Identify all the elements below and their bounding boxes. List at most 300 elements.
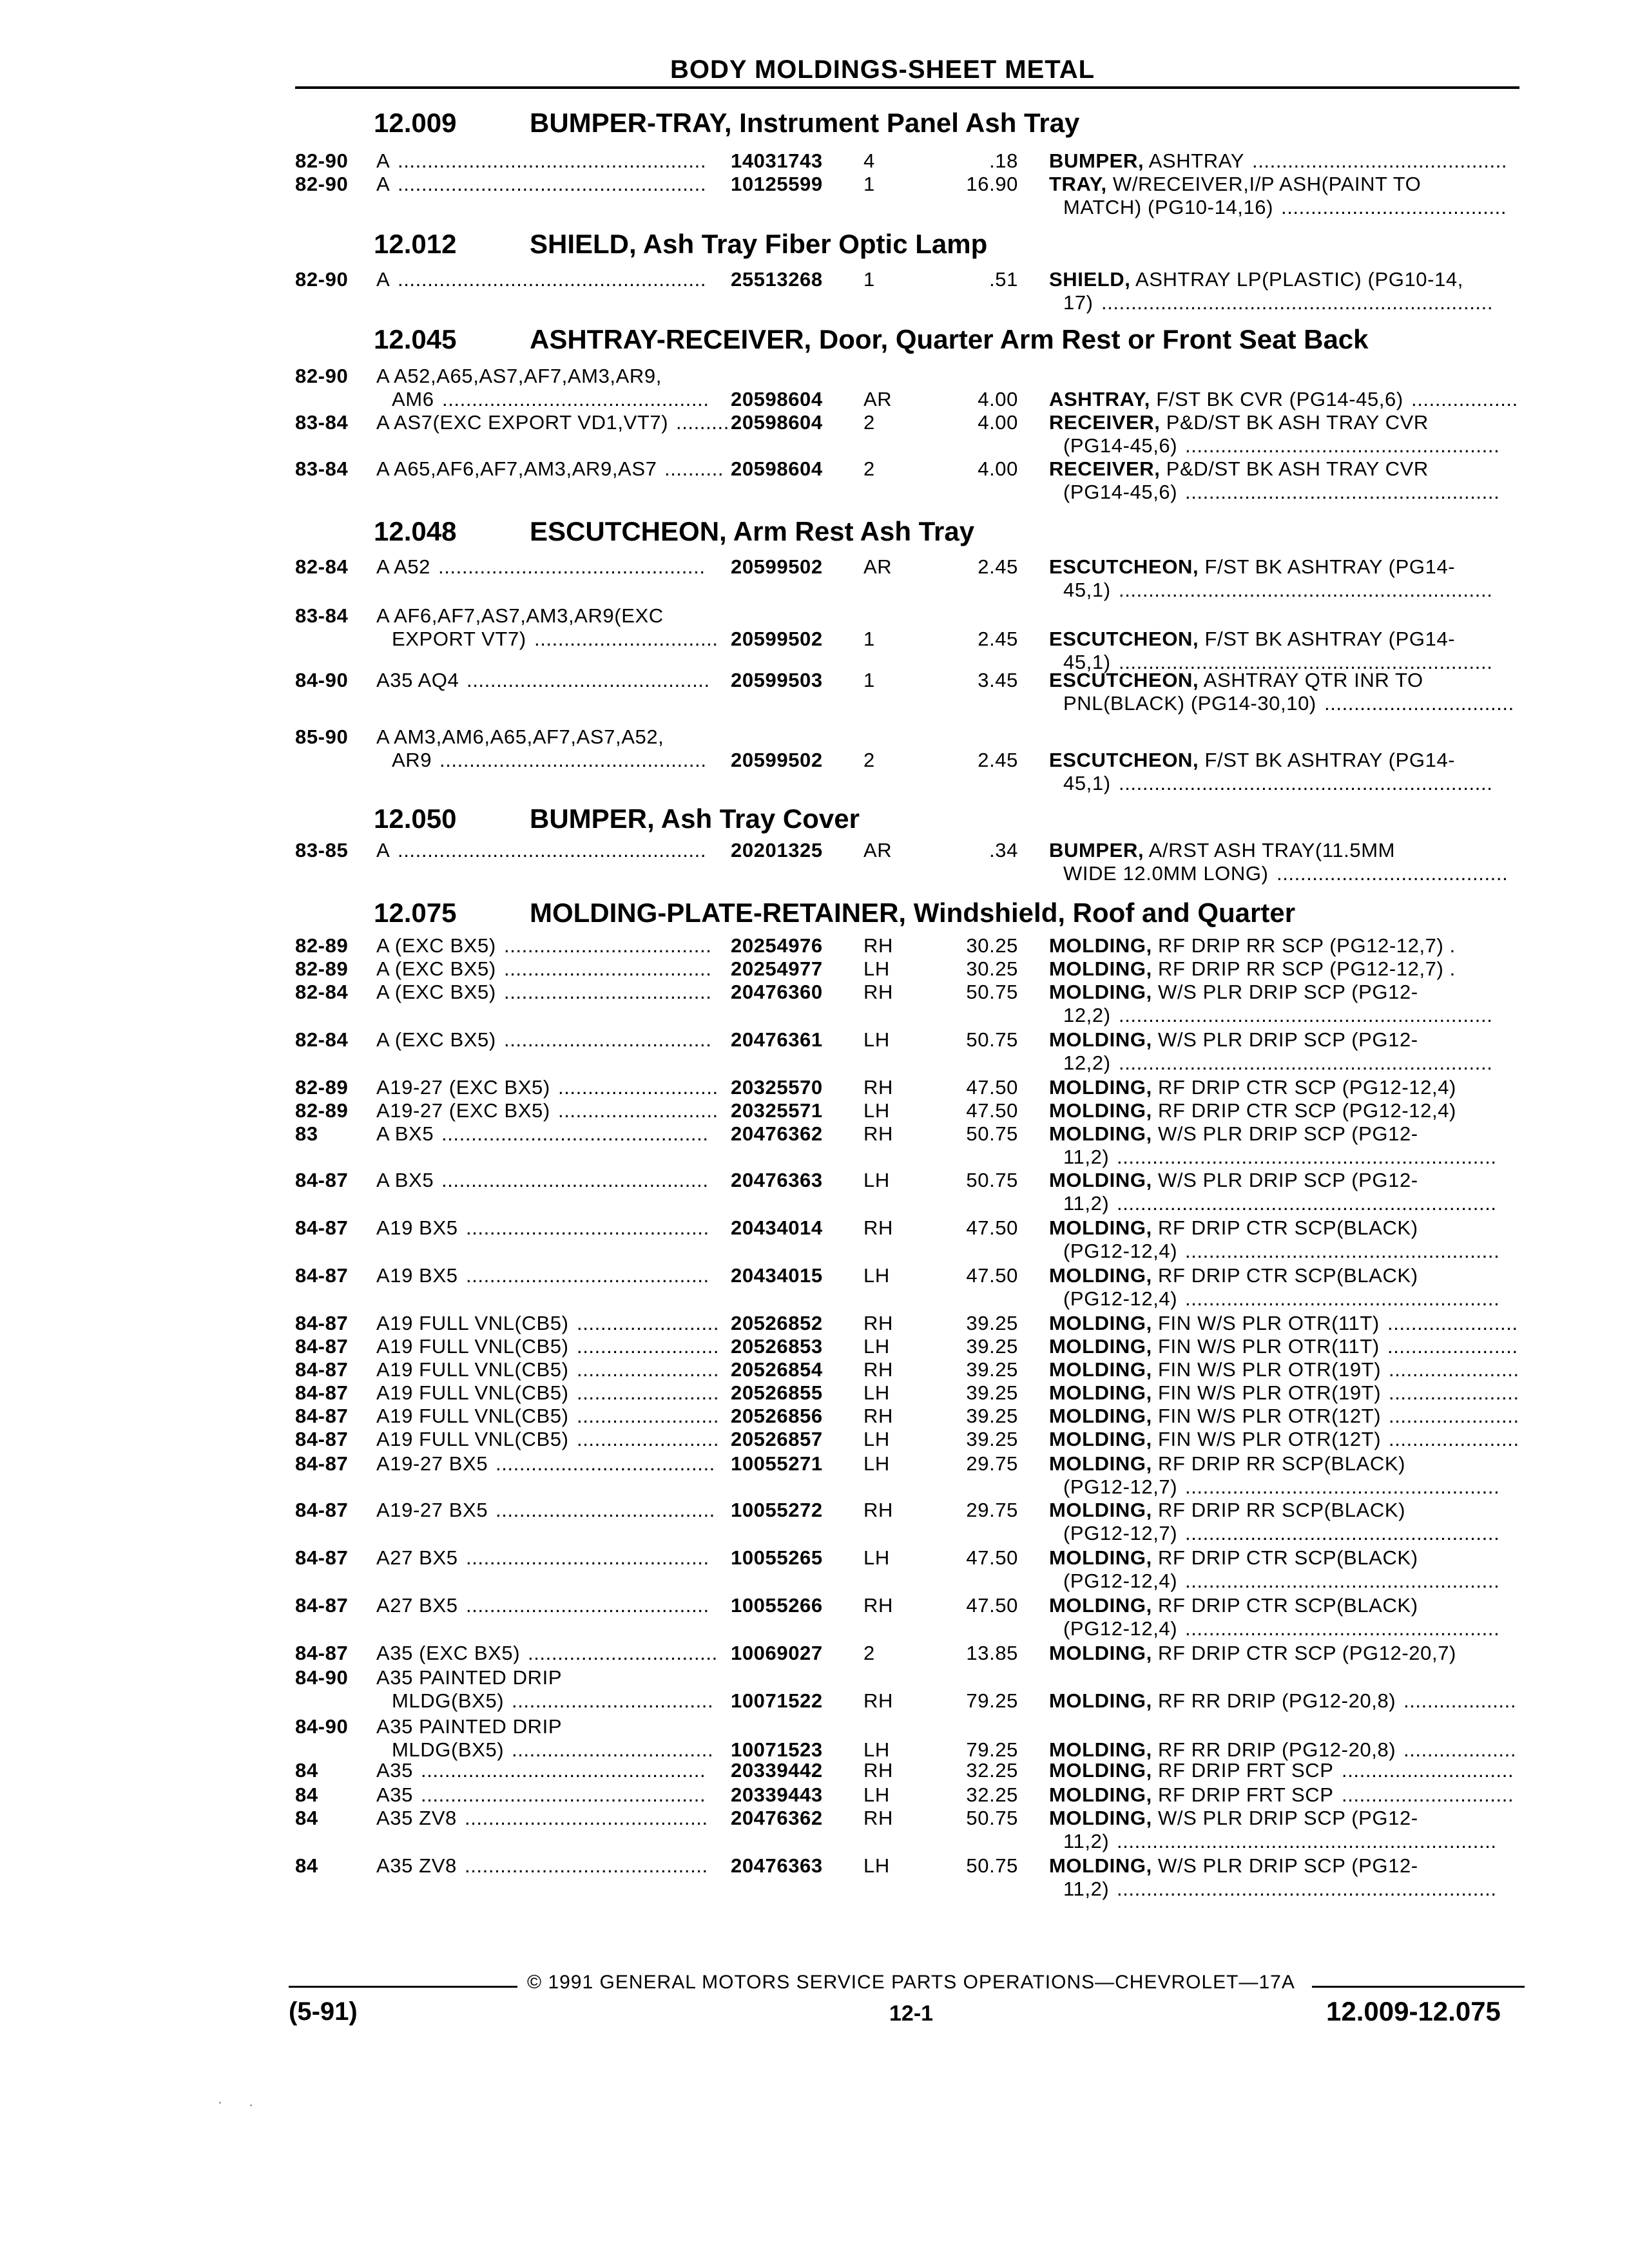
parts-row — [0, 628, 1456, 651]
quantity: 1 — [863, 173, 875, 195]
leader-dots: ................... — [1403, 1738, 1517, 1761]
model-years: 84-87 — [295, 1594, 349, 1617]
model-years: 84-87 — [295, 1169, 349, 1191]
part-number: 20599502 — [731, 749, 823, 771]
description-continuation-line — [0, 1878, 1497, 1901]
quantity: RH — [863, 934, 893, 957]
application-text: A (EXC BX5) — [376, 957, 496, 980]
description-continuation: 11,2) — [1063, 1146, 1110, 1168]
leader-dots: .................................................................. — [1101, 291, 1494, 314]
description-text: RF RR DRIP (PG12-20,8) — [1152, 1738, 1396, 1761]
quantity: AR — [863, 388, 892, 410]
description-text: FIN W/S PLR OTR(19T) — [1152, 1381, 1382, 1404]
leader-dots: ............................................. — [442, 388, 709, 410]
quantity: RH — [863, 1312, 893, 1334]
parts-row — [0, 1335, 1518, 1358]
leader-dots: .................................. — [512, 1738, 714, 1761]
description-text: RF DRIP FRT SCP — [1152, 1759, 1334, 1782]
parts-row — [0, 749, 1456, 772]
price: .51 — [989, 268, 1018, 291]
description-text: RF DRIP CTR SCP (PG12-12,4) — [1152, 1099, 1456, 1122]
price: 47.50 — [966, 1076, 1018, 1099]
parts-row — [0, 1689, 1517, 1713]
price: 50.75 — [966, 981, 1018, 1003]
description-text: RF DRIP CTR SCP(BLACK) — [1152, 1216, 1418, 1239]
part-number: 20325570 — [731, 1076, 823, 1099]
application-text: A AM3,AM6,A65,AF7,AS7,A52, — [376, 726, 664, 748]
parts-row — [0, 1594, 1418, 1617]
description-continuation-line — [0, 862, 1509, 885]
description-noun: MOLDING, — [1049, 1405, 1152, 1427]
leader-dots: ................................ — [1324, 692, 1514, 715]
part-description — [1049, 149, 1244, 173]
description-continuation: (PG12-12,4) — [1063, 1570, 1178, 1592]
application-text: A — [376, 149, 390, 172]
quantity: RH — [863, 1405, 893, 1427]
price: 47.50 — [966, 1546, 1018, 1569]
parts-row — [0, 1854, 1418, 1878]
part-description — [1049, 1216, 1418, 1240]
part-number: 10055271 — [731, 1452, 823, 1475]
description-noun: MOLDING, — [1049, 1854, 1152, 1877]
model-years: 84-90 — [295, 1666, 349, 1689]
description-noun: ESCUTCHEON, — [1049, 628, 1199, 650]
application-continuation: AM6 — [392, 388, 434, 410]
part-description — [1049, 628, 1455, 651]
model-years: 82-89 — [295, 934, 349, 957]
section-title: BUMPER-TRAY, Instrument Panel Ash Tray — [530, 108, 1080, 138]
model-years: 83-84 — [295, 457, 349, 480]
parts-row — [0, 1428, 1519, 1451]
section-heading — [0, 803, 1629, 835]
description-continuation-line — [0, 1830, 1497, 1853]
parts-row — [0, 669, 1423, 692]
parts-row — [0, 957, 1456, 981]
price: 2.45 — [978, 749, 1018, 771]
part-number: 20434014 — [731, 1216, 823, 1239]
quantity: 4 — [863, 149, 875, 172]
leader-dots: ........................ — [577, 1335, 720, 1358]
leader-dots: ........................... — [558, 1099, 718, 1122]
description-noun: MOLDING, — [1049, 1122, 1152, 1145]
model-years: 82-89 — [295, 957, 349, 980]
application-text: A AS7(EXC EXPORT VD1,VT7) — [376, 411, 669, 434]
description-text: FIN W/S PLR OTR(12T) — [1152, 1428, 1382, 1450]
part-number: 20599502 — [731, 628, 823, 650]
application-text: A BX5 — [376, 1122, 434, 1145]
application-text: A19-27 BX5 — [376, 1499, 488, 1521]
description-text: W/S PLR DRIP SCP (PG12- — [1152, 1122, 1418, 1145]
section-number: 12.045 — [374, 324, 457, 354]
part-number: 20526853 — [731, 1335, 823, 1358]
description-text: RF DRIP RR SCP(BLACK) — [1152, 1499, 1406, 1521]
model-years: 84-90 — [295, 669, 349, 691]
part-description — [1049, 1264, 1418, 1287]
leader-dots: ............................................................... — [1119, 579, 1493, 601]
price: 16.90 — [966, 173, 1018, 195]
leader-dots: .................................................... — [398, 173, 707, 195]
parts-row — [0, 1076, 1456, 1099]
quantity: LH — [863, 1738, 890, 1761]
description-continuation: 45,1) — [1063, 651, 1111, 673]
footer-rule-left — [289, 1986, 517, 1988]
quantity: LH — [863, 1854, 890, 1877]
application-text: A A52 — [376, 555, 431, 578]
description-text: ASHTRAY LP(PLASTIC) (PG10-14, — [1130, 268, 1463, 291]
leader-dots: ............................................. — [438, 555, 706, 578]
part-description — [1049, 1807, 1418, 1830]
price: .18 — [989, 149, 1018, 172]
part-number: 20476362 — [731, 1807, 823, 1829]
parts-row — [0, 981, 1418, 1004]
application-text: A (EXC BX5) — [376, 981, 496, 1003]
part-description — [1049, 1854, 1418, 1878]
application-text: A19 FULL VNL(CB5) — [376, 1335, 569, 1358]
description-noun: MOLDING, — [1049, 1738, 1152, 1761]
part-description — [1049, 1428, 1381, 1451]
description-continuation-line — [0, 579, 1493, 602]
quantity: RH — [863, 1594, 893, 1617]
application-text: A35 (EXC BX5) — [376, 1642, 521, 1664]
part-description — [1049, 1169, 1418, 1192]
leader-dots: ...................... — [1389, 1405, 1519, 1427]
description-text: F/ST BK CVR (PG14-45,6) — [1150, 388, 1403, 410]
description-continuation: 45,1) — [1063, 772, 1111, 794]
parts-row — [0, 1216, 1418, 1240]
model-years: 82-89 — [295, 1099, 349, 1122]
part-number: 20526856 — [731, 1405, 823, 1427]
leader-dots: ............................................................... — [1119, 1004, 1493, 1026]
parts-row — [0, 934, 1456, 957]
footer-section-range: 12.009-12.075 — [1326, 1996, 1501, 2026]
quantity: RH — [863, 1689, 893, 1712]
model-years: 84-87 — [295, 1428, 349, 1450]
description-text: RF DRIP CTR SCP(BLACK) — [1152, 1264, 1418, 1287]
price: 30.25 — [966, 957, 1018, 980]
description-noun: ESCUTCHEON, — [1049, 669, 1199, 691]
leader-dots: ................................................................ — [1117, 1878, 1497, 1900]
leader-dots: ......................................... — [466, 1546, 709, 1569]
part-description — [1049, 1028, 1418, 1052]
quantity: LH — [863, 1546, 890, 1569]
parts-row — [0, 1169, 1418, 1192]
price: 39.25 — [966, 1405, 1018, 1427]
part-description — [1049, 1738, 1396, 1762]
parts-row — [0, 1381, 1519, 1405]
part-description — [1049, 1594, 1418, 1617]
parts-row — [0, 1759, 1514, 1782]
description-text: RF DRIP CTR SCP (PG12-12,4) — [1152, 1076, 1456, 1099]
quantity: RH — [863, 1076, 893, 1099]
quantity: LH — [863, 1099, 890, 1122]
leader-dots: ........................................... — [1252, 149, 1508, 172]
leader-dots: ........................ — [577, 1428, 720, 1450]
description-text: W/S PLR DRIP SCP (PG12- — [1152, 1807, 1418, 1829]
description-continuation: 11,2) — [1063, 1878, 1110, 1900]
scan-speck — [250, 2104, 252, 2106]
model-years: 82-84 — [295, 981, 349, 1003]
part-number: 20476363 — [731, 1169, 823, 1191]
parts-row — [0, 1783, 1514, 1807]
part-description — [1049, 388, 1403, 411]
model-years: 83 — [295, 1122, 318, 1145]
description-noun: MOLDING, — [1049, 1169, 1152, 1191]
leader-dots: .................................................... — [398, 839, 707, 861]
leader-dots: ...................... — [1387, 1312, 1518, 1334]
leader-dots: ................................................ — [421, 1783, 706, 1806]
model-years: 84 — [295, 1759, 318, 1782]
part-number: 20598604 — [731, 411, 823, 434]
leader-dots: ......................................... — [466, 1216, 709, 1239]
part-description — [1049, 1499, 1405, 1522]
description-text: ASHTRAY — [1144, 149, 1244, 172]
leader-dots: ..................................... — [496, 1452, 715, 1475]
description-text: FIN W/S PLR OTR(11T) — [1152, 1335, 1380, 1358]
part-description — [1049, 268, 1463, 291]
application-continuation: EXPORT VT7) — [392, 628, 526, 650]
description-text: W/S PLR DRIP SCP (PG12- — [1152, 1169, 1418, 1191]
application-text: A (EXC BX5) — [376, 934, 496, 957]
leader-dots: ..................................................... — [1185, 434, 1500, 457]
part-number: 10055265 — [731, 1546, 823, 1569]
parts-row-application-line — [0, 726, 1224, 749]
section-heading — [0, 228, 1629, 260]
parts-row — [0, 173, 1422, 196]
description-continuation: 12,2) — [1063, 1004, 1111, 1026]
price: 39.25 — [966, 1335, 1018, 1358]
description-continuation: (PG14-45,6) — [1063, 481, 1178, 503]
quantity: LH — [863, 1381, 890, 1404]
leader-dots: .................................. — [512, 1689, 714, 1712]
quantity: LH — [863, 957, 890, 980]
application-text: A35 ZV8 — [376, 1807, 457, 1829]
leader-dots: ...................... — [1389, 1358, 1519, 1381]
model-years: 84-87 — [295, 1312, 349, 1334]
application-text: A19 FULL VNL(CB5) — [376, 1358, 569, 1381]
part-number: 20526854 — [731, 1358, 823, 1381]
model-years: 82-90 — [295, 173, 349, 195]
parts-row — [0, 149, 1508, 173]
price: 29.75 — [966, 1499, 1018, 1521]
part-description — [1049, 1076, 1456, 1099]
part-description — [1049, 1642, 1456, 1665]
application-text: A19-27 BX5 — [376, 1452, 488, 1475]
parts-row-application-line — [0, 1666, 1224, 1689]
description-noun: MOLDING, — [1049, 934, 1152, 957]
description-continuation-line — [0, 1287, 1500, 1311]
application-text: A35 AQ4 — [376, 669, 459, 691]
leader-dots: ............................. — [1342, 1783, 1514, 1806]
description-continuation-line — [0, 1570, 1500, 1593]
quantity: 1 — [863, 268, 875, 291]
part-number: 20339442 — [731, 1759, 823, 1782]
quantity: RH — [863, 981, 893, 1003]
leader-dots: ......... — [676, 411, 729, 434]
scan-speck — [219, 2102, 221, 2104]
description-noun: ESCUTCHEON, — [1049, 555, 1199, 578]
parts-row — [0, 1499, 1406, 1522]
section-heading — [0, 323, 1629, 356]
application-text: A35 — [376, 1783, 413, 1806]
description-text: FIN W/S PLR OTR(12T) — [1152, 1405, 1382, 1427]
description-text: RF DRIP FRT SCP — [1152, 1783, 1334, 1806]
description-continuation-line — [0, 434, 1500, 457]
description-noun: MOLDING, — [1049, 981, 1152, 1003]
quantity: LH — [863, 1452, 890, 1475]
application-text: A35 ZV8 — [376, 1854, 457, 1877]
leader-dots: ................................ — [528, 1642, 718, 1664]
description-noun: BUMPER, — [1049, 839, 1144, 861]
model-years: 84-87 — [295, 1546, 349, 1569]
section-title: MOLDING-PLATE-RETAINER, Windshield, Roof and Quarter — [530, 898, 1296, 928]
application-text: A A65,AF6,AF7,AM3,AR9,AS7 — [376, 457, 657, 480]
parts-row-application-line — [0, 1715, 1224, 1738]
application-text: A27 BX5 — [376, 1594, 458, 1617]
section-title: ASHTRAY-RECEIVER, Door, Quarter Arm Rest or Front Seat Back — [530, 324, 1369, 354]
description-continuation-line — [0, 772, 1493, 795]
footer-rule-right — [1312, 1986, 1525, 1988]
description-continuation-line — [0, 692, 1514, 715]
part-description — [1049, 934, 1456, 957]
leader-dots: ............................................................... — [1119, 651, 1493, 673]
price: 50.75 — [966, 1807, 1018, 1829]
part-number: 20526855 — [731, 1381, 823, 1404]
part-number: 20339443 — [731, 1783, 823, 1806]
leader-dots: ......................................... — [465, 1807, 708, 1829]
leader-dots: ..................................................... — [1185, 1522, 1500, 1544]
description-continuation-line — [0, 291, 1494, 314]
description-continuation-line — [0, 1004, 1493, 1027]
description-noun: MOLDING, — [1049, 1264, 1152, 1287]
model-years: 84-87 — [295, 1405, 349, 1427]
price: 4.00 — [978, 457, 1018, 480]
leader-dots: ................................................................ — [1117, 1146, 1497, 1168]
description-noun: MOLDING, — [1049, 1312, 1152, 1334]
description-text: F/ST BK ASHTRAY (PG14- — [1199, 555, 1456, 578]
model-years: 84-87 — [295, 1381, 349, 1404]
description-text: F/ST BK ASHTRAY (PG14- — [1199, 628, 1456, 650]
quantity: LH — [863, 1783, 890, 1806]
footer-page-number: 12-1 — [889, 2001, 934, 2026]
application-text: A19 BX5 — [376, 1264, 458, 1287]
application-continuation: MLDG(BX5) — [392, 1689, 505, 1712]
description-text: RF DRIP CTR SCP (PG12-20,7) — [1152, 1642, 1456, 1664]
model-years: 84 — [295, 1783, 318, 1806]
description-continuation-line — [0, 1522, 1500, 1545]
quantity: 1 — [863, 628, 875, 650]
description-noun: MOLDING, — [1049, 1076, 1152, 1099]
description-noun: MOLDING, — [1049, 1381, 1152, 1404]
price: 13.85 — [966, 1642, 1018, 1664]
section-heading — [0, 515, 1629, 548]
section-title: SHIELD, Ash Tray Fiber Optic Lamp — [530, 229, 988, 259]
price: 47.50 — [966, 1099, 1018, 1122]
description-noun: MOLDING, — [1049, 1428, 1152, 1450]
part-description — [1049, 1358, 1381, 1381]
parts-row — [0, 1642, 1456, 1665]
description-text: RF DRIP RR SCP (PG12-12,7) . — [1152, 934, 1456, 957]
quantity: LH — [863, 1428, 890, 1450]
leader-dots: ............................................................... — [1119, 772, 1493, 794]
application-text: A — [376, 268, 390, 291]
quantity: 2 — [863, 749, 875, 771]
description-continuation: (PG12-12,7) — [1063, 1475, 1178, 1498]
part-description — [1049, 1312, 1380, 1335]
part-description — [1049, 957, 1456, 981]
application-text: A19-27 (EXC BX5) — [376, 1099, 550, 1122]
part-description — [1049, 1783, 1334, 1807]
description-text: W/S PLR DRIP SCP (PG12- — [1152, 981, 1418, 1003]
leader-dots: ......................................... — [465, 1854, 708, 1877]
leader-dots: ........................... — [558, 1076, 718, 1099]
description-text: W/S PLR DRIP SCP (PG12- — [1152, 1854, 1418, 1877]
leader-dots: ................................... — [504, 1028, 712, 1051]
leader-dots: ............................................................... — [1119, 1052, 1493, 1074]
description-noun: MOLDING, — [1049, 1335, 1152, 1358]
parts-row-application-line — [0, 604, 1224, 628]
description-continuation: PNL(BLACK) (PG14-30,10) — [1063, 692, 1316, 715]
part-description — [1049, 1546, 1418, 1570]
description-continuation: (PG12-12,4) — [1063, 1240, 1178, 1262]
part-description — [1049, 1759, 1334, 1782]
quantity: LH — [863, 1264, 890, 1287]
application-text: A BX5 — [376, 1169, 434, 1191]
model-years: 84-87 — [295, 1642, 349, 1664]
part-number: 20476360 — [731, 981, 823, 1003]
part-number: 20434015 — [731, 1264, 823, 1287]
description-continuation: (PG12-12,4) — [1063, 1287, 1178, 1310]
part-description — [1049, 749, 1455, 772]
part-number: 20254976 — [731, 934, 823, 957]
leader-dots: ........................ — [577, 1358, 720, 1381]
part-number: 20201325 — [731, 839, 823, 861]
application-text: A19 FULL VNL(CB5) — [376, 1381, 569, 1404]
description-noun: MOLDING, — [1049, 957, 1152, 980]
description-continuation: 17) — [1063, 291, 1094, 314]
model-years: 84-87 — [295, 1264, 349, 1287]
price: 39.25 — [966, 1312, 1018, 1334]
leader-dots: ........................ — [577, 1381, 720, 1404]
parts-row-application-line — [0, 365, 1224, 388]
leader-dots: ...................... — [1389, 1381, 1519, 1404]
quantity: LH — [863, 1169, 890, 1191]
leader-dots: ................................... — [504, 957, 712, 980]
description-noun: MOLDING, — [1049, 1358, 1152, 1381]
quantity: 2 — [863, 411, 875, 434]
leader-dots: ...................................... — [1281, 196, 1507, 218]
parts-row — [0, 1099, 1456, 1122]
part-number: 20598604 — [731, 457, 823, 480]
description-text: P&D/ST BK ASH TRAY CVR — [1160, 457, 1429, 480]
leader-dots: ......................................... — [466, 1264, 709, 1287]
application-text: A — [376, 839, 390, 861]
model-years: 82-90 — [295, 268, 349, 291]
price: 32.25 — [966, 1783, 1018, 1806]
leader-dots: ...................... — [1389, 1428, 1519, 1450]
price: 29.75 — [966, 1452, 1018, 1475]
description-noun: MOLDING, — [1049, 1546, 1152, 1569]
description-noun: BUMPER, — [1049, 149, 1144, 172]
parts-row — [0, 1405, 1519, 1428]
quantity: RH — [863, 1122, 893, 1145]
description-continuation-line — [0, 1240, 1500, 1263]
description-text: A/RST ASH TRAY(11.5MM — [1144, 839, 1396, 861]
application-text: A (EXC BX5) — [376, 1028, 496, 1051]
leader-dots: ............................................. — [439, 749, 707, 771]
price: 39.25 — [966, 1358, 1018, 1381]
parts-row — [0, 268, 1463, 291]
parts-row — [0, 1546, 1418, 1570]
